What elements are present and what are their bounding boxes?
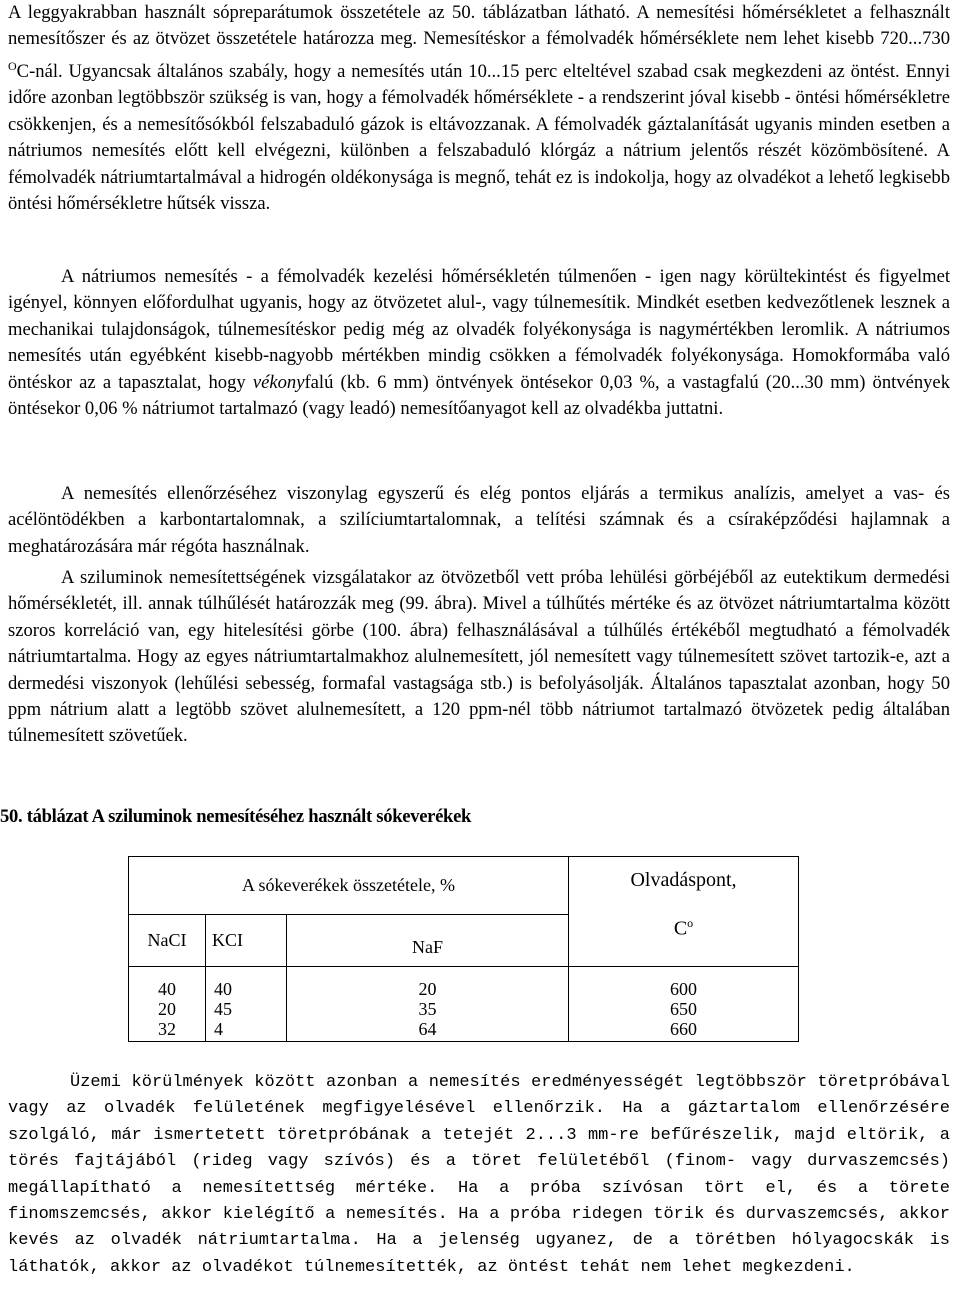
paragraph-intro-text-b: C-nál. Ugyancsak általános szabály, hogy a nemesítés után 10...15 perc elteltével szabad csak megkezdeni az öntést. Ennyi időre azonban legtöbbször szükség is van, hogy a fémolvadék hőmérséklete - a rendszerint jóval kisebb - öntési hőmérsékletre csökkenjen, és a nemesítősókból felszabaduló gázok is eltávozzanak. A fémolvadék gáztalanítását ugyanis minden esetben a nátriumos nemesítés előtt kell elvégezni, különben a felszabaduló klórgáz a nátrium jelentős részét közömbösítené. A fémolvadék nátriumtartalmával a hidrogén oldékonysága is megnő, tehát ez is indokolja, hogy az olvadékot a lehető legkisebb öntési hőmérsékletre hűtsék vissza.: [8, 61, 950, 215]
composition-header: [129, 857, 569, 915]
degree-superscript: O: [8, 58, 17, 73]
melting-point-unit: [569, 916, 798, 941]
unit-degree: o: [687, 916, 694, 930]
unit-c: C: [673, 917, 688, 940]
paragraph-thermal-analysis: A nemesítés ellenőrzéséhez viszonylag egyszerű és elég pontos eljárás a termikus analízis, amelyet a vas- és acélöntödékben a karbontartalomnak, a szilíciumtartalomnak, a telítési számnak és a csíraképződési hajlamnak a meghatározására már régóta használnak.: [8, 483, 950, 557]
thin-wall-emphasis: vékony: [252, 371, 305, 393]
paragraph-fracture-text: Üzemi körülmények között azonban a nemesítés eredményességét legtöbbször töretpróbával vagy az olvadék felületének megfigyelésével ellenőrzik. Ha a gáztartalom ellenőrzésére szolgáló, már ismertetett töretpróbának a tetejét 2...3 mm-re befűrészelik, majd eltörik, a törés fajtájából (rideg vagy szívós) és a töret felületéből (finom- vagy durvaszemcsés) megállapítható a nemesítettség mértéke. Ha a próba szívósan tört el, és a törete finomszemcsés, akkor kielégítő a nemesítés. Ha a próba ridegen törik és durvaszemcsés, akkor kevés az olvadék nátriumtartalma. Ha a jelenség ugyanez, de a törétben hólyagocskák is láthatók, akkor az olvadékot túlnemesítették, az öntést tehát nem lehet megkezdeni.: [8, 1073, 950, 1277]
cell-nacl-values: 40 20 32: [129, 967, 206, 1042]
paragraph-sodium-modification: [8, 264, 950, 422]
melting-point-label: Olvadáspont,: [630, 869, 737, 891]
paragraph-intro: [8, 0, 950, 217]
col-kcl: KCI: [206, 915, 287, 967]
cell-melting-values: 600 650 660: [569, 967, 799, 1042]
paragraph-silumin-testing: A sziluminok nemesítettségének vizsgálatakor az ötvözetből vett próba lehülési görbéjéből az eutektikum dermedési hőmérsékletét, ill. annak túlhűlését határozzák meg (99. ábra). Mivel a túlhűtés mértéke és az ötvözet nátriumtartalma között szoros korreláció van, egy hitelesítési görbe (100. ábra) felhasználásával a túlhűlés értékéből megtudható a fémolvadék nátriumtartalma. Hogy az egyes nátriumtartalmakhoz alulnemesített, jól nemesített vagy túlnemesített szövet tartozik-e, azt a dermedési viszonyok (lehűlési sebesség, formafal vastagsága stb.) is befolyásolják. Általános tapasztalat azonban, hogy 50 ppm nátrium alatt a legtöbb szövet alulnemesített, a 120 ppm-nél több nátriumot tartalmazó ötvözetek pedig általában túlnemesített szövetűek.: [8, 567, 950, 747]
paragraph-fracture-test: [8, 1070, 950, 1281]
cell-naf-values: 20 35 64: [287, 967, 569, 1042]
col-naf: NaF: [287, 915, 569, 967]
paragraph-intro-text-a: A leggyakrabban használt sópreparátumok összetétele az 50. táblázatban látható. A nemesítési hőmérsékletet a felhasznált nemesítőszer és az ötvözet összetétele határozza meg. Nemesítéskor a fémolvadék hőmérséklete nem lehet kisebb 720...730: [8, 2, 950, 50]
salt-mixture-table: [128, 856, 799, 1042]
paragraph-sodium-text-b: falú (kb. 6 mm) öntvények öntésekor 0,03 %, a vastagfalú (20...30 mm) öntvények öntésekor 0,06 % nátriumot tartalmazó (vagy leadó) nemesítőanyagot kell az olvadékba juttatni.: [8, 371, 950, 420]
composition-header-text: A sókeverékek összetétele, %: [242, 875, 455, 895]
table-caption: 50. táblázat A sziluminok nemesítéséhez használt sókeverékek: [0, 806, 472, 827]
cell-kcl-values: 40 45 4: [206, 967, 287, 1042]
col-nacl: NaCI: [129, 915, 206, 967]
paragraph-sodium-text-a: A nátriumos nemesítés - a fémolvadék kezelési hőmérsékletén túlmenően - igen nagy körültekintést és figyelmet igényel, könnyen előfordulhat ugyanis, hogy az ötvözetet alul-, vagy túlnemesítik. Mindkét esetben kedvezőtlenek lesznek a mechanikai tulajdonságok, túlnemesítéskor pedig még az olvadék folyékonysága is nagymértékben leromlik. A nátriumos nemesítés után egyébként kisebb-nagyobb mértékben mindig csökken a fémolvadék folyékonysága. Homokformába való öntéskor az a tapasztalat, hogy: [8, 266, 950, 393]
melting-point-header: [569, 857, 799, 967]
